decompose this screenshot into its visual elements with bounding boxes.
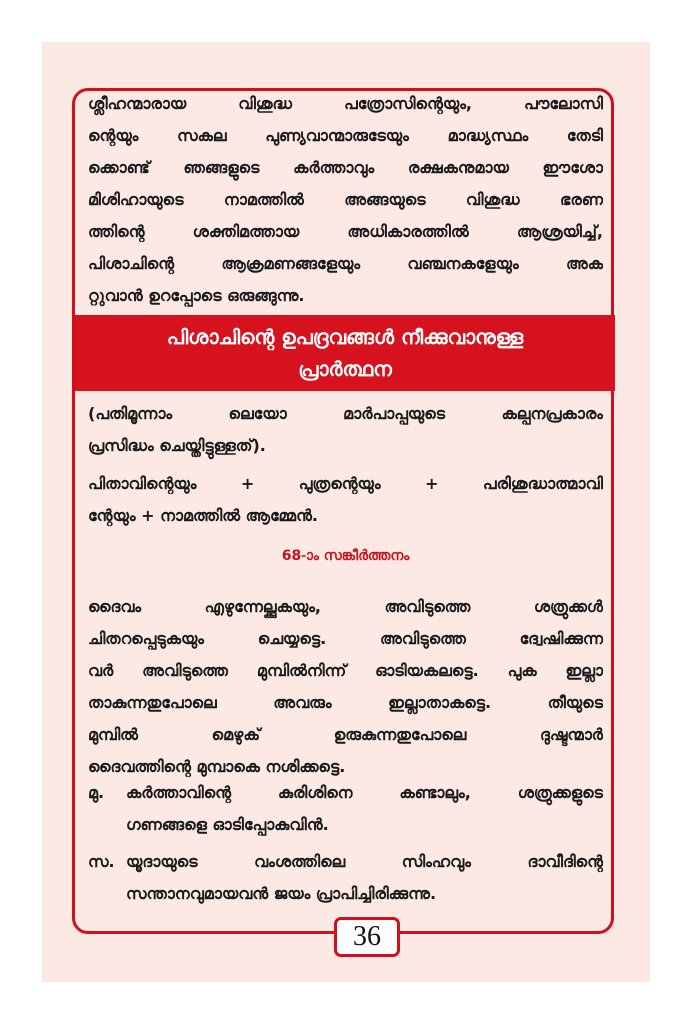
text-line: ന്റേയും + നാമത്തിൽ ആമ്മേൻ. xyxy=(88,506,318,525)
note-paragraph xyxy=(88,398,603,462)
text-line: മുമ്പിൽ മെഴുക് ഉരുകുന്നതുപോലെ ദുഷ്ടന്മാർ xyxy=(88,725,603,744)
text-line: വർ അവിടുത്തെ മുമ്പിൽനിന്ന് ഓടിയകലട്ടെ. പുക ഇല്ലാ xyxy=(88,661,603,680)
intro-paragraph xyxy=(88,88,603,312)
text-line: റ്റുവാൻ ഉറപ്പോടെ ഒരുങ്ങുന്നു. xyxy=(88,286,305,305)
invocation-paragraph xyxy=(88,468,603,532)
text-line: പ്രസിദ്ധം ചെയ്തിട്ടുള്ളത്). xyxy=(88,436,266,455)
text-line: സന്താനവുമായവൻ ജയം പ്രാപിച്ചിരിക്കുന്നു. xyxy=(126,884,437,903)
text-line: (പതിമൂന്നാം ലെയോ മാർപാപ്പയുടെ കല്പനപ്രകാരം xyxy=(88,404,603,423)
text-line: ചിതറപ്പെടുകയും ചെയ്യട്ടെ. അവിടുത്തെ ദ്വേഷിക്കുന്ന xyxy=(88,629,603,648)
text-line: മിശിഹായുടെ നാമത്തിൽ അങ്ങയുടെ വിശുദ്ധ ഭരണ xyxy=(88,190,603,209)
verse-response-2 xyxy=(88,846,603,910)
text-line: ശ്ലീഹന്മാരായ വിശുദ്ധ പത്രോസിന്റെയും, പൗലോസി xyxy=(88,94,603,113)
text-line: ദൈവം എഴുന്നേല്ക്കുകയും, അവിടുത്തെ ശത്രുക്കൾ xyxy=(88,597,603,616)
prayer-title-banner xyxy=(75,315,615,391)
text-line: പിശാചിന്റെ ആക്രമണങ്ങളേയും വഞ്ചനകളേയും അക xyxy=(88,254,603,273)
text-line: ക്കൊണ്ട് ഞങ്ങളുടെ കർത്താവും രക്ഷകനുമായ ഈശോ xyxy=(88,158,603,177)
text-line: കർത്താവിന്റെ കുരിശിനെ കണ്ടാലും, ശത്രുക്കളുടെ xyxy=(126,783,603,802)
psalm-paragraph xyxy=(88,591,603,783)
verse-mark: മു. xyxy=(88,783,105,802)
text-line: ദൈവത്തിന്റെ മുമ്പാകെ നശിക്കട്ടെ. xyxy=(88,757,346,776)
verse-mark: സ. xyxy=(88,852,115,871)
title-line: പ്രാർത്ഥന xyxy=(298,357,392,381)
text-line: ഗണങ്ങളെ ഓടിപ്പോകുവിൻ. xyxy=(126,815,329,834)
verse-response-1 xyxy=(88,777,603,841)
psalm-heading: 68-ാം സങ്കീർത്തനം xyxy=(281,548,410,564)
text-line: യൂദായുടെ വംശത്തിലെ സിംഹവും ദാവീദിന്റെ xyxy=(126,852,603,871)
text-line: ന്റെയും സകല പുണ്യവാന്മാരുടേയും മാദ്ധ്യസ്ഥം തേടി xyxy=(88,126,603,145)
title-line: പിശാചിന്റെ ഉപദ്രവങ്ങൾ നീക്കുവാനുള്ള xyxy=(166,325,524,349)
text-line: പിതാവിന്റെയും + പുത്രന്റെയും + പരിശുദ്ധാത്മാവി xyxy=(88,474,603,493)
text-line: ത്തിന്റെ ശക്തിമത്തായ അധികാരത്തിൽ ആശ്രയിച്ച്, xyxy=(88,222,603,241)
text-line: താകുന്നതുപോലെ അവരും ഇല്ലാതാകട്ടെ. തീയുടെ xyxy=(88,693,603,712)
page-number: 36 xyxy=(334,917,400,957)
